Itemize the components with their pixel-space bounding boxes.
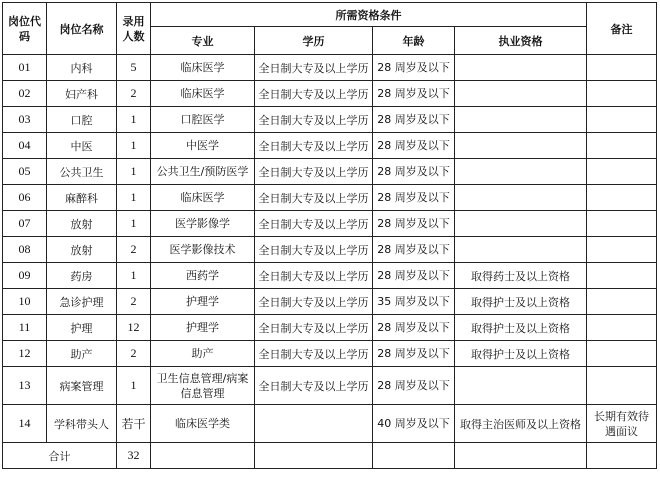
- cell-age: 28 周岁及以下: [373, 263, 455, 289]
- cell-code: 03: [3, 107, 47, 133]
- cell-count: 2: [117, 341, 151, 367]
- cell-count: 12: [117, 315, 151, 341]
- cell-age: 40 周岁及以下: [373, 405, 455, 443]
- cell-remark: [587, 289, 657, 315]
- cell-license: [455, 185, 587, 211]
- cell-count: 1: [117, 211, 151, 237]
- cell-license: 取得护士及以上资格: [455, 315, 587, 341]
- cell-count: 1: [117, 107, 151, 133]
- cell-license: [455, 367, 587, 405]
- cell-name: 病案管理: [47, 367, 117, 405]
- cell-education: 全日制大专及以上学历: [255, 263, 373, 289]
- table-row: [3, 185, 657, 211]
- cell-license: [455, 81, 587, 107]
- cell-remark: [587, 367, 657, 405]
- cell-age: 28 周岁及以下: [373, 159, 455, 185]
- cell-name: 公共卫生: [47, 159, 117, 185]
- cell-code: 05: [3, 159, 47, 185]
- table-row: [3, 341, 657, 367]
- cell-count: 若干: [117, 405, 151, 443]
- cell-count: 1: [117, 133, 151, 159]
- cell-code: 14: [3, 405, 47, 443]
- total-empty: [455, 443, 587, 469]
- table-row: [3, 315, 657, 341]
- header-education: 学历: [255, 27, 373, 55]
- cell-major: 公共卫生/预防医学: [151, 159, 255, 185]
- cell-education: 全日制大专及以上学历: [255, 289, 373, 315]
- cell-name: 药房: [47, 263, 117, 289]
- cell-name: 麻醉科: [47, 185, 117, 211]
- cell-education: 全日制大专及以上学历: [255, 107, 373, 133]
- cell-name: 急诊护理: [47, 289, 117, 315]
- cell-education: 全日制大专及以上学历: [255, 237, 373, 263]
- cell-license: 取得护士及以上资格: [455, 289, 587, 315]
- cell-count: 5: [117, 55, 151, 81]
- cell-code: 06: [3, 185, 47, 211]
- cell-major: 临床医学: [151, 185, 255, 211]
- cell-major: 口腔医学: [151, 107, 255, 133]
- header-requirements: 所需资格条件: [151, 3, 587, 27]
- cell-remark: [587, 237, 657, 263]
- cell-age: 28 周岁及以下: [373, 237, 455, 263]
- table-row: [3, 107, 657, 133]
- cell-code: 01: [3, 55, 47, 81]
- cell-age: 28 周岁及以下: [373, 185, 455, 211]
- table-row: [3, 367, 657, 405]
- cell-remark: [587, 315, 657, 341]
- cell-name: 放射: [47, 237, 117, 263]
- cell-license: 取得护士及以上资格: [455, 341, 587, 367]
- cell-license: 取得主治医师及以上资格: [455, 405, 587, 443]
- cell-major: 护理学: [151, 315, 255, 341]
- cell-major: 西药学: [151, 263, 255, 289]
- cell-count: 2: [117, 237, 151, 263]
- cell-remark: [587, 341, 657, 367]
- cell-age: 28 周岁及以下: [373, 133, 455, 159]
- cell-name: 内科: [47, 55, 117, 81]
- cell-license: [455, 211, 587, 237]
- cell-license: [455, 133, 587, 159]
- header-age: 年龄: [373, 27, 455, 55]
- cell-name: 助产: [47, 341, 117, 367]
- cell-remark: [587, 81, 657, 107]
- table-row: [3, 55, 657, 81]
- cell-code: 09: [3, 263, 47, 289]
- cell-code: 02: [3, 81, 47, 107]
- cell-major: 助产: [151, 341, 255, 367]
- cell-major: 临床医学类: [151, 405, 255, 443]
- cell-education: 全日制大专及以上学历: [255, 341, 373, 367]
- total-count: 32: [117, 443, 151, 469]
- header-name: 岗位名称: [47, 3, 117, 55]
- cell-name: 护理: [47, 315, 117, 341]
- table-row: [3, 133, 657, 159]
- total-empty: [587, 443, 657, 469]
- cell-age: 28 周岁及以下: [373, 81, 455, 107]
- table-row: [3, 405, 657, 443]
- table-row: [3, 289, 657, 315]
- cell-remark: 长期有效待遇面议: [587, 405, 657, 443]
- cell-count: 1: [117, 159, 151, 185]
- total-row: [3, 443, 657, 469]
- cell-education: 全日制大专及以上学历: [255, 315, 373, 341]
- cell-major: 护理学: [151, 289, 255, 315]
- recruitment-table: [2, 2, 657, 469]
- cell-count: 2: [117, 289, 151, 315]
- cell-name: 妇产科: [47, 81, 117, 107]
- cell-education: 全日制大专及以上学历: [255, 185, 373, 211]
- cell-code: 11: [3, 315, 47, 341]
- header-count: 录用人数: [117, 3, 151, 55]
- header-remark: 备注: [587, 3, 657, 55]
- cell-education: [255, 405, 373, 443]
- cell-code: 10: [3, 289, 47, 315]
- cell-license: [455, 159, 587, 185]
- cell-age: 35 周岁及以下: [373, 289, 455, 315]
- cell-code: 12: [3, 341, 47, 367]
- total-label: 合计: [3, 443, 117, 469]
- header-license: 执业资格: [455, 27, 587, 55]
- cell-age: 28 周岁及以下: [373, 211, 455, 237]
- cell-remark: [587, 263, 657, 289]
- cell-license: 取得药士及以上资格: [455, 263, 587, 289]
- cell-education: 全日制大专及以上学历: [255, 367, 373, 405]
- cell-name: 放射: [47, 211, 117, 237]
- cell-education: 全日制大专及以上学历: [255, 81, 373, 107]
- header-major: 专业: [151, 27, 255, 55]
- cell-age: 28 周岁及以下: [373, 367, 455, 405]
- cell-age: 28 周岁及以下: [373, 107, 455, 133]
- cell-count: 1: [117, 263, 151, 289]
- cell-name: 学科带头人: [47, 405, 117, 443]
- cell-education: 全日制大专及以上学历: [255, 159, 373, 185]
- cell-remark: [587, 133, 657, 159]
- cell-major: 医学影像技术: [151, 237, 255, 263]
- table-row: [3, 81, 657, 107]
- total-empty: [151, 443, 255, 469]
- cell-code: 08: [3, 237, 47, 263]
- cell-license: [455, 107, 587, 133]
- total-empty: [255, 443, 373, 469]
- cell-major: 临床医学: [151, 81, 255, 107]
- cell-count: 1: [117, 367, 151, 405]
- cell-name: 中医: [47, 133, 117, 159]
- cell-education: 全日制大专及以上学历: [255, 211, 373, 237]
- total-empty: [373, 443, 455, 469]
- cell-count: 1: [117, 185, 151, 211]
- cell-major: 中医学: [151, 133, 255, 159]
- cell-education: 全日制大专及以上学历: [255, 55, 373, 81]
- cell-age: 28 周岁及以下: [373, 55, 455, 81]
- table-row: [3, 159, 657, 185]
- cell-code: 13: [3, 367, 47, 405]
- cell-remark: [587, 159, 657, 185]
- cell-age: 28 周岁及以下: [373, 315, 455, 341]
- cell-license: [455, 237, 587, 263]
- cell-count: 2: [117, 81, 151, 107]
- table-row: [3, 211, 657, 237]
- table-row: [3, 237, 657, 263]
- table-body: [3, 55, 657, 443]
- cell-age: 28 周岁及以下: [373, 341, 455, 367]
- cell-major: 医学影像学: [151, 211, 255, 237]
- cell-remark: [587, 185, 657, 211]
- cell-license: [455, 55, 587, 81]
- cell-name: 口腔: [47, 107, 117, 133]
- cell-remark: [587, 107, 657, 133]
- cell-education: 全日制大专及以上学历: [255, 133, 373, 159]
- header-code: 岗位代码: [3, 3, 47, 55]
- table-row: [3, 263, 657, 289]
- cell-remark: [587, 211, 657, 237]
- cell-remark: [587, 55, 657, 81]
- cell-major: 卫生信息管理/病案信息管理: [151, 367, 255, 405]
- cell-code: 07: [3, 211, 47, 237]
- cell-major: 临床医学: [151, 55, 255, 81]
- cell-code: 04: [3, 133, 47, 159]
